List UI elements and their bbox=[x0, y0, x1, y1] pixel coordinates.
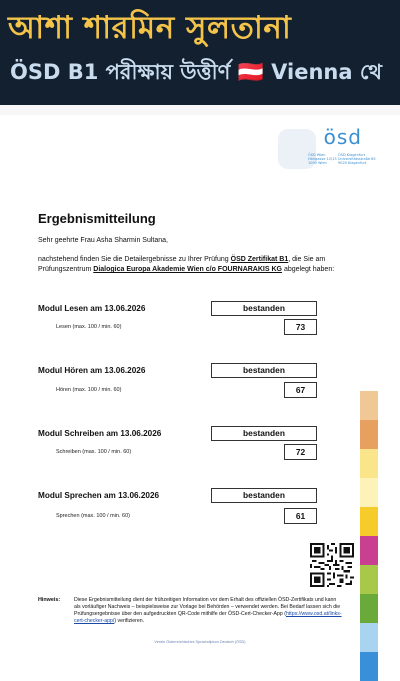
module-detail-hoeren: Hören (max. 100 / min. 60) bbox=[56, 387, 122, 393]
module-status-schreiben: bestanden bbox=[211, 426, 317, 441]
color-bar-segment bbox=[360, 420, 378, 449]
osd-klagenfurt-address bbox=[338, 153, 376, 165]
module-status-sprechen: bestanden bbox=[211, 488, 317, 503]
color-bar-segment bbox=[360, 594, 378, 623]
exam-name: ÖSD Zertifikat B1 bbox=[230, 256, 289, 263]
address-line: Universitätsstraße 65 bbox=[338, 157, 376, 161]
intro-text: nachstehend finden Sie die Detailergebnisse zu Ihrer Prüfung bbox=[38, 256, 229, 263]
intro-text: abgelegt haben: bbox=[283, 266, 335, 273]
address-line: ÖSD Klagenfurt bbox=[338, 153, 366, 157]
title-banner bbox=[0, 0, 400, 105]
color-bar-segment bbox=[360, 536, 378, 565]
module-score-lesen: 73 bbox=[284, 319, 317, 335]
module-detail-schreiben: Schreiben (max. 100 / min. 60) bbox=[56, 449, 132, 455]
intro-text: , die Sie am Prüfungszentrum bbox=[38, 256, 326, 273]
footer-text: Verein Österreichisches Sprachdiplom Deutsch (ÖSD) bbox=[154, 640, 246, 644]
austria-flag-icon: 🇦🇹 bbox=[237, 60, 264, 84]
hint-label: Hinweis: bbox=[38, 597, 61, 603]
hint-body: ) verifizieren. bbox=[114, 618, 145, 624]
result-document bbox=[0, 115, 400, 662]
intro-paragraph bbox=[38, 255, 338, 275]
module-score-hoeren: 67 bbox=[284, 382, 317, 398]
color-bar-segment bbox=[360, 652, 378, 681]
exam-center-name: Dialogica Europa Akademie Wien c/o FOURNARAKIS KG bbox=[93, 266, 282, 273]
module-detail-sprechen: Sprechen (max. 100 / min. 60) bbox=[56, 513, 130, 519]
module-status-lesen: bestanden bbox=[211, 301, 317, 316]
salutation: Sehr geehrte Frau Asha Sharmin Sultana, bbox=[38, 237, 168, 244]
hint-body: Diese Ergebnismitteilung dient der frühzeitigen Information vor dem Erhalt des offiziellen ÖSD-Zertifikats und kann als vorläufiger Nachweis – beispielsweise zur Vorlage bei Behörden – verwendet werden. Bei Bedarf lassen sich die Prüfungsergebnisse über den aufgedruckten QR-Code mithilfe der ÖSD-Cert-Checker-App ( bbox=[74, 597, 341, 617]
banner-exam-label: ÖSD B1 bbox=[10, 60, 99, 84]
cert-checker-link[interactable]: https://www.osd.at/links-cert-checker-app/ bbox=[74, 611, 342, 624]
color-bar-segment bbox=[360, 623, 378, 652]
module-title-schreiben: Modul Schreiben am 13.06.2026 bbox=[38, 429, 162, 438]
osd-logo bbox=[278, 123, 376, 173]
module-detail-lesen: Lesen (max. 100 / min. 60) bbox=[56, 324, 122, 330]
verification-qr-code[interactable] bbox=[310, 543, 354, 587]
color-bar-segment bbox=[360, 391, 378, 420]
osd-logo-text: ösd bbox=[323, 125, 362, 149]
module-title-hoeren: Modul Hören am 13.06.2026 bbox=[38, 366, 146, 375]
module-score-sprechen: 61 bbox=[284, 508, 317, 524]
address-line: Hörlgasse 12/13 bbox=[308, 157, 337, 161]
hint-text bbox=[74, 597, 344, 625]
banner-name: আশা শারমিন সুলতানা bbox=[8, 10, 292, 46]
color-bar-segment bbox=[360, 507, 378, 536]
banner-subtitle bbox=[10, 56, 382, 91]
osd-wien-address bbox=[308, 153, 337, 165]
address-line: ÖSD Wien bbox=[308, 153, 326, 157]
banner-city: Vienna bbox=[271, 60, 353, 84]
banner-bengali-text: পরীক্ষায় উত্তীর্ণ bbox=[105, 60, 231, 84]
module-title-sprechen: Modul Sprechen am 13.06.2026 bbox=[38, 491, 160, 500]
color-bar-segment bbox=[360, 449, 378, 478]
module-title-lesen: Modul Lesen am 13.06.2026 bbox=[38, 304, 146, 313]
color-bar-segment bbox=[360, 565, 378, 594]
color-bar-segment bbox=[360, 478, 378, 507]
address-line: 9020 Klagenfurt bbox=[338, 161, 367, 165]
module-status-hoeren: bestanden bbox=[211, 363, 317, 378]
document-title: Ergebnismitteilung bbox=[38, 211, 156, 226]
banner-tail: থে bbox=[359, 60, 382, 84]
address-line: 1090 Wien bbox=[308, 161, 327, 165]
banner-separator bbox=[0, 105, 400, 115]
module-score-schreiben: 72 bbox=[284, 444, 317, 460]
